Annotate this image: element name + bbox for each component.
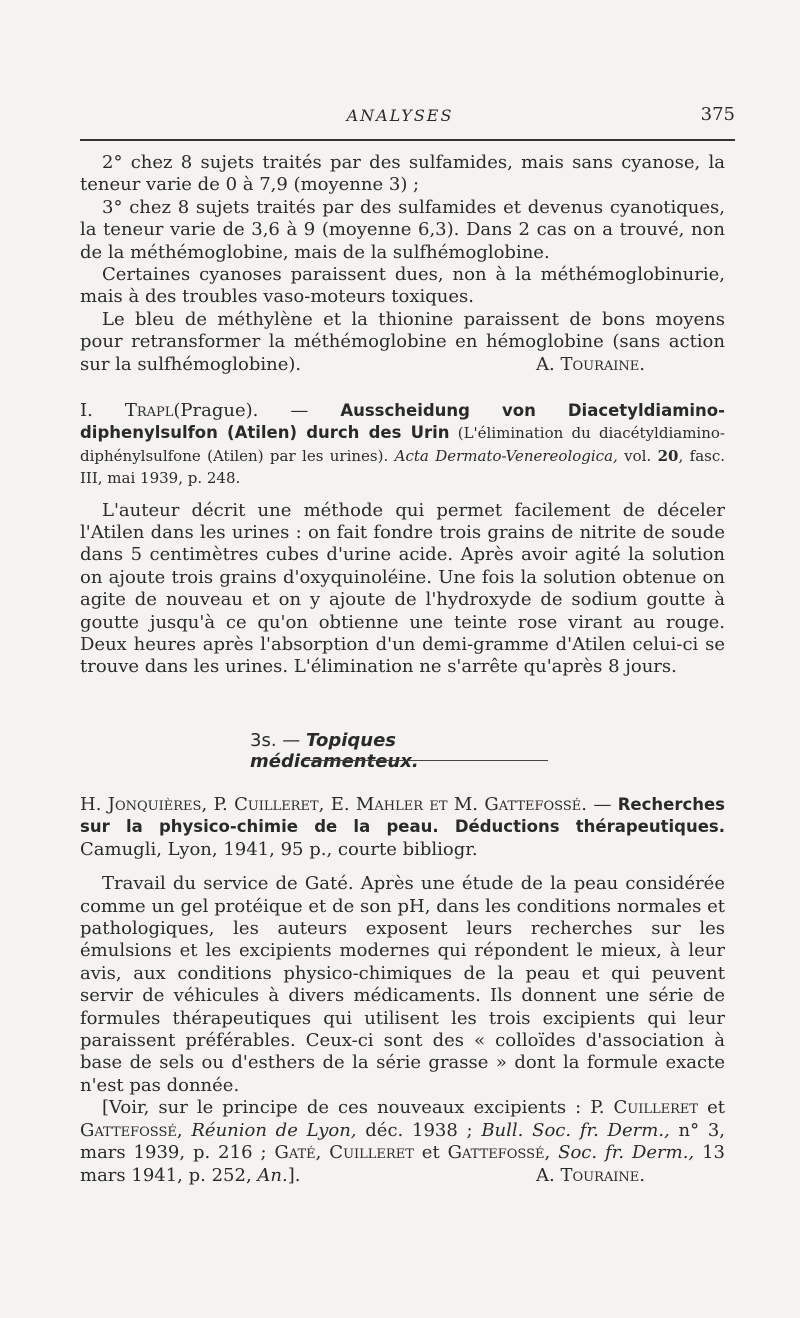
note-text: [Voir, sur le principe de ces nouveaux excipients : P. <box>102 1097 614 1119</box>
note-text: déc. 1938 ; <box>356 1119 482 1141</box>
note-text: ]. <box>287 1164 301 1186</box>
note-journal: Réunion de Lyon, <box>191 1119 357 1141</box>
header-rule <box>80 139 735 141</box>
abstract-body: L'auteur décrit une méthode qui permet facilement de déceler l'Atilen dans les urines : on fait fondre trois grains de nitrite de soude dans 5 centimètres cubes d'urine acide. Après avoir agité la solution on ajoute trois grains d'oxyquinoléine. Une fois la solution obtenue on agite de nouveau et on y ajoute de l'hydroxyde de sodium goutte à goutte jusqu'à ce qu'on obtienne une teinte rose virant au rouge. Deux heures après l'absorption d'un demi-gramme d'Atilen celui-ci se trouve dans les urines. L'élimination ne s'arrête qu'après 8 jours. <box>80 499 725 678</box>
note-text: n° 3, mars 1939, p. 216 ; <box>80 1119 725 1164</box>
section-number: 3s. — <box>250 730 306 751</box>
section-underline <box>304 760 548 761</box>
note-author: Gattefossé <box>447 1142 545 1164</box>
article-title: Ausscheidung von Diacetyldiamino-diphenylsulfon (Atilen) durch des Urin <box>80 401 725 443</box>
signature: A. Touraine. <box>536 1164 645 1186</box>
list-item-3: 3° chez 8 sujets traités par des sulfamides et devenus cyanotiques, la teneur varie de 3,6 à 9 (moyenne 6,3). Dans 2 cas on a trouvé, non de la méthémoglobine, mais de la sulfhémoglobine. <box>80 196 725 263</box>
note-text: et <box>413 1142 448 1164</box>
citation-jonquieres <box>80 794 725 861</box>
citation-trapl <box>80 400 725 490</box>
note-journal: Soc. fr. Derm., <box>558 1142 695 1164</box>
ref-vol-label: vol. <box>617 446 658 465</box>
title-translation: (L'élimination du diacétyldiamino-diphénylsulfone (Atilen) par les urines). <box>80 424 725 465</box>
note-journal: An. <box>257 1164 288 1186</box>
running-header-title: ANALYSES <box>346 106 454 125</box>
section-heading <box>250 730 550 772</box>
publication-reference: Camugli, Lyon, 1941, 95 p., courte bibliogr. <box>80 838 478 860</box>
editor-note <box>80 1097 725 1187</box>
article-title: Recherches sur la physico-chimie de la peau. Déductions thérapeutiques. <box>80 795 725 837</box>
authors: H. Jonquières, P. Cuilleret, E. Mahler et M. Gattefossé. — <box>80 794 618 815</box>
note-text: , <box>176 1119 192 1141</box>
signature: A. Touraine. <box>536 353 645 375</box>
list-item-2: 2° chez 8 sujets traités par des sulfamides, mais sans cyanose, la teneur varie de 0 à 7,9 (moyenne 3) ; <box>80 152 725 196</box>
paragraph-cyanoses: Certaines cyanoses paraissent dues, non à la méthémoglobinurie, mais à des troubles vaso-moteurs toxiques. <box>80 264 725 308</box>
reference-details: , fasc. III, mai 1939, p. 248. <box>80 446 726 488</box>
abstract-body: Travail du service de Gaté. Après une étude de la peau considérée comme un gel protéique et de son pH, dans les conditions normales et pathologiques, les auteurs exposent leurs recherches sur les émulsions et les excipients modernes qui répondent le mieux, à leur avis, aux conditions physico-chimiques de la peau et qui peuvent servir de véhicules à divers médicaments. Ils donnent une série de formules thérapeutiques qui utilisent les trois excipients qui leur paraissent préférables. Ceux-ci sont des « colloïdes d'association à base de sels ou d'esthers de la série grasse » dont la formule exacte n'est pas donnée. <box>80 873 725 1096</box>
note-author: Gattefossé <box>80 1119 177 1141</box>
note-journal: Bull. Soc. fr. Derm., <box>481 1119 670 1141</box>
volume-number: 20 <box>657 446 679 465</box>
note-text: 13 mars 1941, p. 252, <box>80 1142 725 1186</box>
paragraph-bleu-text: Le bleu de méthylène et la thionine paraissent de bons moyens pour retransformer la méthémoglobine en hémoglobine (sans action sur la sulfhémoglobine). <box>80 308 725 375</box>
author-name: I. Trapl <box>80 400 174 421</box>
author-place: (Prague). — <box>173 400 341 421</box>
page-number: 375 <box>700 104 735 125</box>
continued-abstract <box>80 152 725 376</box>
note-author: Cuilleret <box>613 1097 699 1119</box>
journal-name: Acta Dermato-Venereologica, <box>394 446 618 465</box>
section-title: Topiques médicamenteux. <box>250 730 419 772</box>
note-author: Gaté, Cuilleret <box>274 1142 414 1164</box>
abstract-jonquieres <box>80 794 725 1187</box>
abstract-trapl <box>80 400 725 679</box>
note-text: et <box>698 1097 725 1119</box>
paragraph-bleu <box>80 309 725 376</box>
note-text: , <box>544 1142 559 1164</box>
